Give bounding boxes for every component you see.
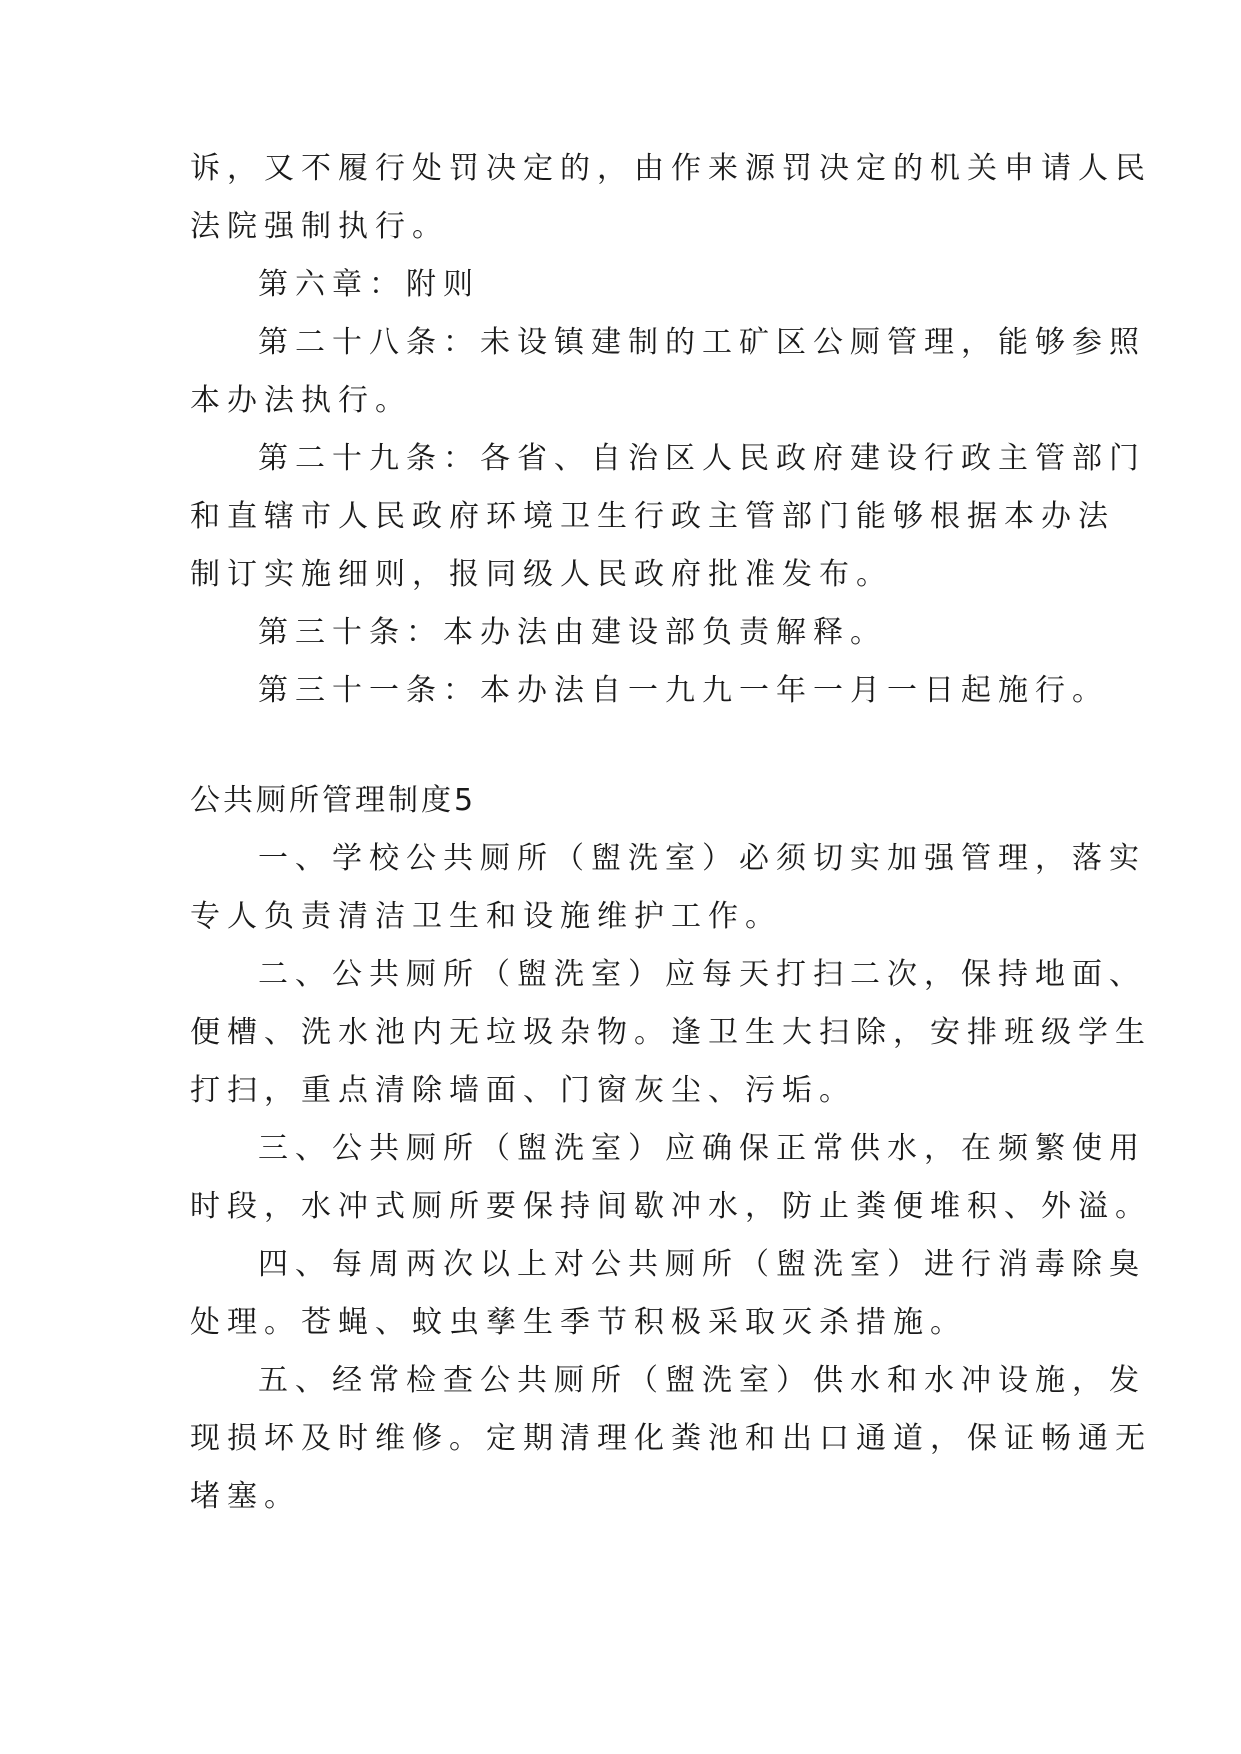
paragraph-line: 第二十八条：未设镇建制的工矿区公厕管理，能够参照 [258,325,1146,360]
paragraph-line: 三、公共厕所（盥洗室）应确保正常供水，在频繁使用 [258,1131,1146,1166]
paragraph-line: 第三十条：本办法由建设部负责解释。 [258,615,887,650]
paragraph-line: 打扫，重点清除墙面、门窗灰尘、污垢。 [190,1073,856,1108]
paragraph-line: 法院强制执行。 [190,209,449,244]
paragraph-line: 第二十九条：各省、自治区人民政府建设行政主管部门 [258,441,1146,476]
paragraph-line: 处理。苍蝇、蚊虫孳生季节积极采取灭杀措施。 [190,1305,967,1340]
paragraph-line: 和直辖市人民政府环境卫生行政主管部门能够根据本办法 [190,499,1115,534]
paragraph-line: 本办法执行。 [190,383,412,418]
paragraph-line: 二、公共厕所（盥洗室）应每天打扫二次，保持地面、 [258,957,1146,992]
paragraph-line: 一、学校公共厕所（盥洗室）必须切实加强管理，落实 [258,841,1146,876]
paragraph-line: 四、每周两次以上对公共厕所（盥洗室）进行消毒除臭 [258,1247,1146,1282]
paragraph-line: 时段，水冲式厕所要保持间歇冲水，防止粪便堆积、外溢。 [190,1189,1152,1224]
paragraph-line: 制订实施细则，报同级人民政府批准发布。 [190,557,893,592]
paragraph-line: 堵塞。 [190,1479,301,1514]
chapter-heading: 第六章：附则 [258,267,480,302]
paragraph-line: 五、经常检查公共厕所（盥洗室）供水和水冲设施，发 [258,1363,1146,1398]
paragraph-line: 诉，又不履行处罚决定的，由作来源罚决定的机关申请人民 [190,151,1152,186]
paragraph-line: 专人负责清洁卫生和设施维护工作。 [190,899,782,934]
paragraph-line: 现损坏及时维修。定期清理化粪池和出口通道，保证畅通无 [190,1421,1152,1456]
paragraph-line: 便槽、洗水池内无垃圾杂物。逢卫生大扫除，安排班级学生 [190,1015,1152,1050]
section-heading: 公共厕所管理制度5 [190,783,477,818]
paragraph-line: 第三十一条：本办法自一九九一年一月一日起施行。 [258,673,1109,708]
